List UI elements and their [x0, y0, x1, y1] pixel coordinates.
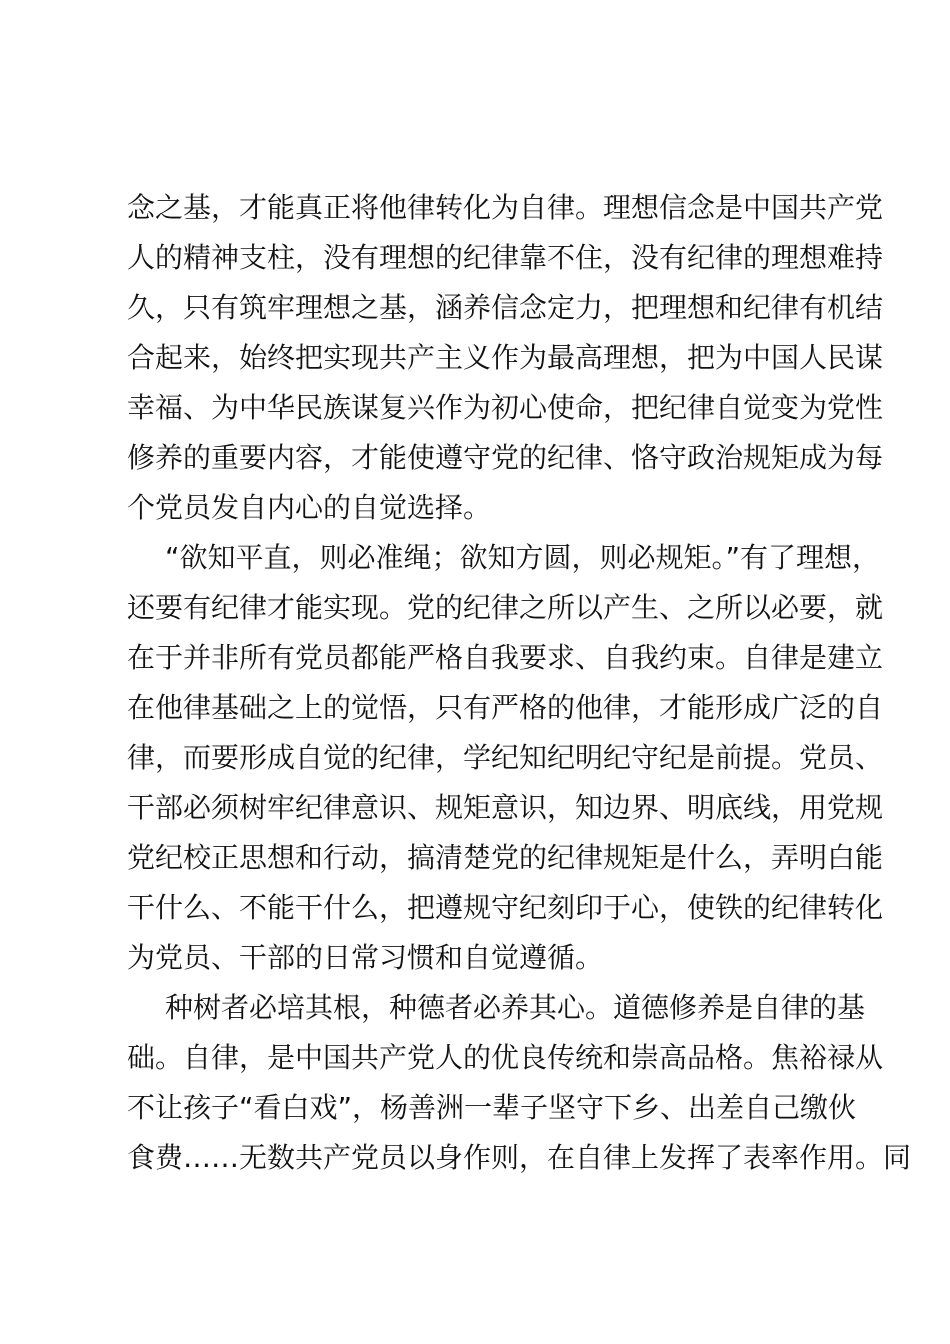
- text-line: 在于并非所有党员都能严格自我要求、自我约束。自律是建立: [127, 641, 884, 674]
- text-line: 还要有纪律才能实现。党的纪律之所以产生、之所以必要，就: [127, 591, 884, 624]
- text-line: 个党员发自内心的自觉选择。: [127, 491, 492, 524]
- text-line: 在他律基础之上的觉悟，只有严格的他律，才能形成广泛的自: [127, 691, 884, 724]
- paragraph-first-line: 种树者必培其根，种德者必养其心。道德修养是自律的基: [165, 991, 866, 1024]
- text-line: 幸福、为中华民族谋复兴作为初心使命，把纪律自觉变为党性: [127, 391, 884, 424]
- text-line: 党纪校正思想和行动，搞清楚党的纪律规矩是什么，弄明白能: [127, 841, 884, 874]
- text-line: 修养的重要内容，才能使遵守党的纪律、恪守政治规矩成为每: [127, 441, 884, 474]
- text-line: 念之基，才能真正将他律转化为自律。理想信念是中国共产党: [127, 191, 884, 224]
- text-line: 不让孩子“看白戏”，杨善洲一辈子坚守下乡、出差自己缴伙: [127, 1091, 857, 1124]
- text-line: 律，而要形成自觉的纪律，学纪知纪明纪守纪是前提。党员、: [127, 741, 884, 774]
- text-line: 为党员、干部的日常习惯和自觉遵循。: [127, 941, 604, 974]
- text-line: 干什么、不能干什么，把遵规守纪刻印于心，使铁的纪律转化: [127, 891, 884, 924]
- text-line: 干部必须树牢纪律意识、规矩意识，知边界、明底线，用党规: [127, 791, 884, 824]
- body-text: [127, 183, 912, 1183]
- text-line: 合起来，始终把实现共产主义作为最高理想，把为中国人民谋: [127, 341, 884, 374]
- text-line: 人的精神支柱，没有理想的纪律靠不住，没有纪律的理想难持: [127, 241, 884, 274]
- text-line: 久，只有筑牢理想之基，涵养信念定力，把理想和纪律有机结: [127, 291, 884, 324]
- text-line: 础。自律，是中国共产党人的优良传统和崇高品格。焦裕禄从: [127, 1041, 884, 1074]
- paragraph-first-line: “欲知平直，则必准绳；欲知方圆，则必规矩。”有了理想，: [165, 541, 881, 574]
- text-line: 食费……无数共产党员以身作则，在自律上发挥了表率作用。同: [127, 1141, 912, 1174]
